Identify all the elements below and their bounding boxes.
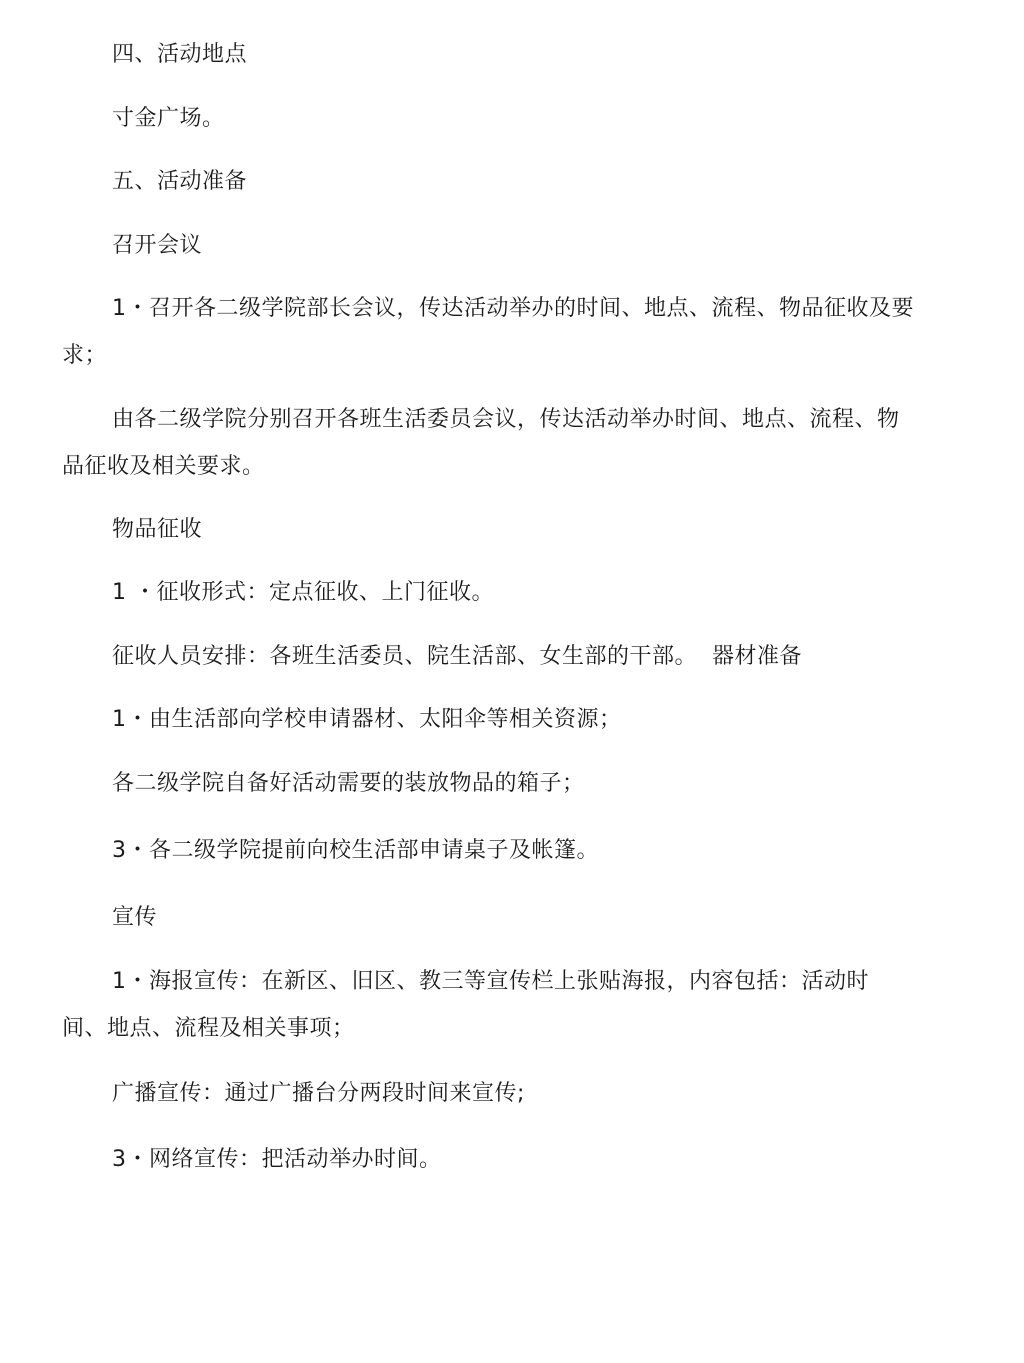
paragraph-equipment-2: 各二级学院自备好活动需要的装放物品的箱子； xyxy=(112,771,585,796)
paragraph-venue: 寸金广场。 xyxy=(112,106,225,131)
paragraph-equipment-3: 3・各二级学院提前向校生活部申请桌子及帐篷。 xyxy=(112,838,599,863)
paragraph-publicity-1: 1・海报宣传：在新区、旧区、教三等宣传栏上张贴海报，内容包括：活动时 xyxy=(112,969,869,994)
paragraph-meeting-1: 1・召开各二级学院部长会议，传达活动举办的时间、地点、流程、物品征收及要 xyxy=(112,296,914,321)
section-heading-venue: 四、活动地点 xyxy=(112,42,248,67)
paragraph-meeting-2: 由各二级学院分别召开各班生活委员会议，传达活动举办时间、地点、流程、物 xyxy=(112,407,900,432)
paragraph-collection-2: 征收人员安排：各班生活委员、院生活部、女生部的干部。 器材准备 xyxy=(112,644,802,669)
paragraph-collection-1: 1 ・征收形式：定点征收、上门征收。 xyxy=(112,580,494,605)
paragraph-publicity-1-cont: 间、地点、流程及相关事项； xyxy=(62,1016,355,1041)
section-heading-preparation: 五、活动准备 xyxy=(112,169,248,194)
paragraph-meeting-2-cont: 品征收及相关要求。 xyxy=(62,454,265,479)
subheading-collection: 物品征收 xyxy=(112,517,203,542)
subheading-meeting: 召开会议 xyxy=(112,233,203,258)
subheading-publicity: 宣传 xyxy=(112,905,158,930)
paragraph-publicity-3: 3・网络宣传：把活动举办时间。 xyxy=(112,1147,442,1172)
paragraph-equipment-1: 1・由生活部向学校申请器材、太阳伞等相关资源； xyxy=(112,707,622,732)
paragraph-meeting-1-cont: 求； xyxy=(62,343,108,368)
paragraph-publicity-2: 广播宣传：通过广播台分两段时间来宣传; xyxy=(112,1081,525,1106)
